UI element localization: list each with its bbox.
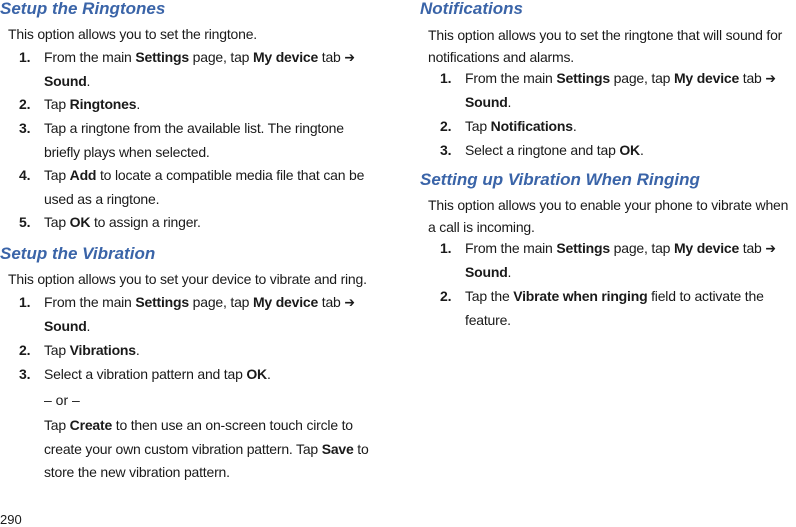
create-label: Create	[69, 417, 113, 433]
vibrations-label: Vibrations	[69, 342, 136, 358]
step-number: 1.	[440, 70, 452, 86]
or-separator: – or –	[44, 392, 80, 408]
vibration-steps	[0, 291, 384, 387]
add-label: Add	[69, 167, 97, 183]
section-title-ringtones: Setup the Ringtones	[0, 0, 166, 18]
step-number: 3.	[19, 120, 31, 136]
list-item: 1. From the main Settings page, tap My device tab ➔ Sound.	[420, 67, 796, 115]
ok-label: OK	[619, 142, 640, 158]
step-number: 4.	[19, 167, 31, 183]
settings-label: Settings	[556, 240, 610, 256]
ok-label: OK	[246, 366, 267, 382]
settings-label: Settings	[135, 294, 189, 310]
my-device-label: My device	[252, 49, 319, 65]
vibration-intro: This option allows you to set your device to vibrate and ring.	[8, 271, 367, 287]
vibrate-when-ringing-label: Vibrate when ringing	[513, 288, 648, 304]
step-number: 2.	[19, 96, 31, 112]
step-number: 3.	[19, 366, 31, 382]
list-item: 1. From the main Settings page, tap My device tab ➔ Sound.	[420, 237, 796, 285]
section-title-vibration-when-ringing: Setting up Vibration When Ringing	[420, 170, 700, 189]
vibration-ringing-intro: This option allows you to enable your phone to vibrate when a call is incoming.	[428, 197, 789, 235]
step-number: 1.	[440, 240, 452, 256]
my-device-label: My device	[673, 70, 740, 86]
list-item: 2. Tap Notifications.	[420, 115, 796, 139]
step-number: 5.	[19, 214, 31, 230]
list-item: 1. From the main Settings page, tap My device tab ➔ Sound.	[0, 46, 384, 93]
sound-label: Sound	[465, 93, 508, 110]
notifications-label: Notifications	[490, 118, 573, 134]
create-instructions: Tap Create to then use an on-screen touch circle to create your own custom vibration pattern. Tap Save to store the new vibration pattern.	[44, 417, 369, 480]
step-number: 1.	[19, 49, 31, 65]
list-item: 3. Tap a ringtone from the available list. The ringtone briefly plays when selected.	[0, 117, 384, 164]
ok-label: OK	[69, 214, 91, 230]
section-title-notifications: Notifications	[420, 0, 523, 18]
vibration-ringing-steps	[420, 237, 796, 333]
notifications-steps	[420, 67, 796, 163]
notifications-intro: This option allows you to set the ringtone that will sound for notifications and alarms.	[428, 27, 783, 65]
step-number: 2.	[19, 342, 31, 358]
save-label: Save	[321, 440, 354, 457]
list-item: 1. From the main Settings page, tap My device tab ➔ Sound.	[0, 291, 384, 339]
list-item: 4. Tap Add to locate a compatible media file that can be used as a ringtone.	[0, 164, 384, 211]
list-item: 5. Tap OK to assign a ringer.	[0, 211, 384, 235]
settings-label: Settings	[135, 49, 189, 65]
my-device-label: My device	[252, 294, 319, 310]
ringtones-steps	[0, 46, 384, 235]
settings-label: Settings	[556, 70, 610, 86]
step-number: 3.	[440, 142, 452, 158]
page-number: 290	[0, 512, 22, 527]
sound-label: Sound	[44, 317, 87, 334]
section-title-vibration: Setup the Vibration	[0, 244, 156, 263]
ringtones-intro: This option allows you to set the ringtone.	[8, 26, 257, 42]
my-device-label: My device	[673, 240, 740, 256]
list-item: 2. Tap the Vibrate when ringing field to activate the feature.	[420, 285, 796, 333]
list-item: 3. Select a ringtone and tap OK.	[420, 139, 796, 163]
list-item: 2. Tap Ringtones.	[0, 93, 384, 117]
step-number: 2.	[440, 288, 452, 304]
step-number: 2.	[440, 118, 452, 134]
list-item: 3. Select a vibration pattern and tap OK.	[0, 363, 384, 387]
step-number: 1.	[19, 294, 31, 310]
sound-label: Sound	[465, 263, 508, 280]
sound-label: Sound	[44, 72, 87, 89]
ringtones-label: Ringtones	[69, 96, 137, 112]
list-item: 2. Tap Vibrations.	[0, 339, 384, 363]
